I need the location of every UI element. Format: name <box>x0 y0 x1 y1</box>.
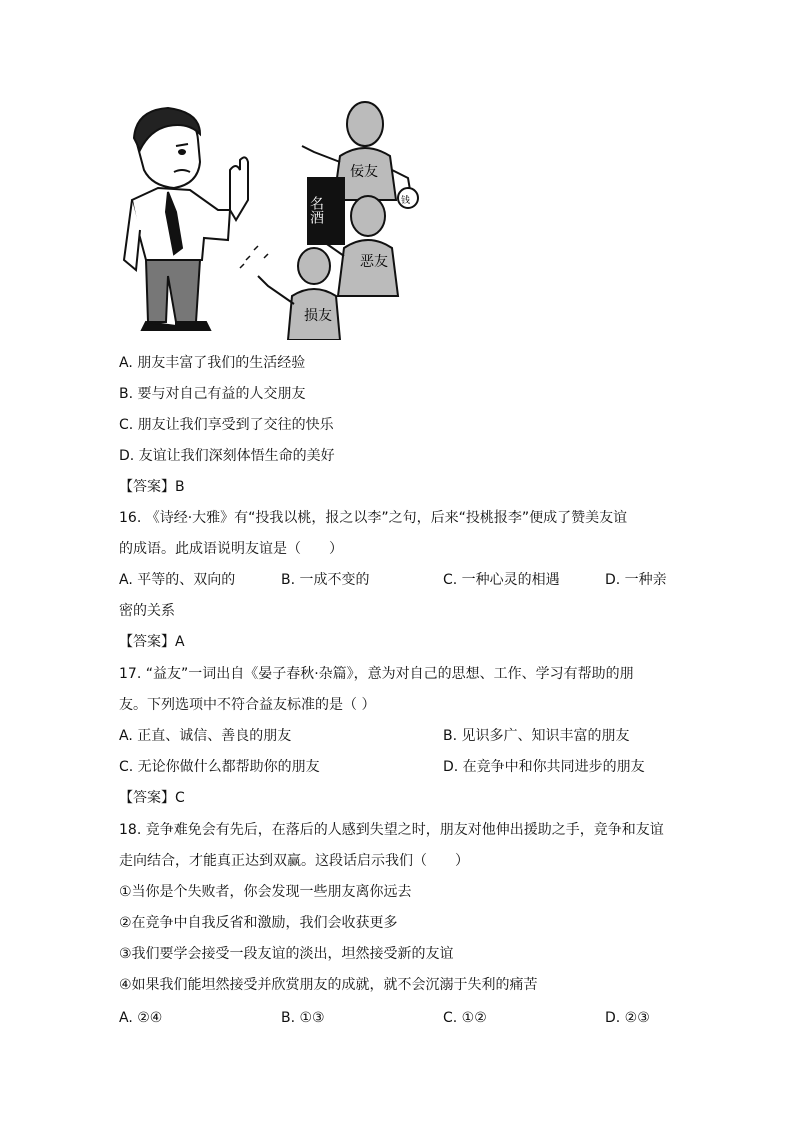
q18-item-1: ①当你是个失败者，你会发现一些朋友离你远去 <box>119 884 412 900</box>
q18-stem-line2: 走向结合，才能真正达到双赢。这段话启示我们（ ） <box>119 853 469 869</box>
q17-answer: 【答案】C <box>119 790 185 806</box>
q16-stem-line1: 16. 《诗经·大雅》有“投我以桃，报之以李”之句，后来“投桃报李”便成了赞美友谊 <box>119 510 628 526</box>
sunyou-figure <box>240 246 340 340</box>
q17-option-d: D. 在竞争中和你共同进步的朋友 <box>443 759 645 775</box>
q18-option-a: A. ②④ <box>119 1010 163 1026</box>
q18-option-b: B. ①③ <box>281 1010 325 1026</box>
q18-option-d: D. ②③ <box>605 1010 650 1026</box>
money-bag-label: 钱 <box>401 196 411 206</box>
friends-illustration <box>118 100 438 340</box>
eyou-label: 恶友 <box>360 254 388 270</box>
q17-option-a: A. 正直、诚信、善良的朋友 <box>119 728 292 744</box>
q18-options-row <box>119 1008 679 1028</box>
q18-item-4: ④如果我们能坦然接受并欣赏朋友的成就，就不会沉溺于失利的痛苦 <box>119 977 538 993</box>
q16-option-d: D. 一种亲 <box>605 572 667 588</box>
q18-stem-line1: 18. 竞争难免会有先后，在落后的人感到失望之时，朋友对他伸出援助之手，竞争和友谊 <box>119 822 664 838</box>
q17-option-c: C. 无论你做什么都帮助你的朋友 <box>119 759 320 775</box>
refusing-man-figure <box>124 108 248 330</box>
q17-option-b: B. 见识多广、知识丰富的朋友 <box>443 728 630 744</box>
q16-answer: 【答案】A <box>119 634 185 650</box>
q15-option-d: D. 友谊让我们深刻体悟生命的美好 <box>119 448 335 464</box>
q18-item-2: ②在竞争中自我反省和激励，我们会收获更多 <box>119 915 398 931</box>
q16-option-b: B. 一成不变的 <box>281 572 370 588</box>
bottle-label: 名酒 <box>308 196 324 224</box>
q16-option-c: C. 一种心灵的相遇 <box>443 572 560 588</box>
ningyou-label: 佞友 <box>350 164 378 180</box>
q17-stem-line1: 17. “益友”一词出自《晏子春秋·杂篇》，意为对自己的思想、工作、学习有帮助的朋 <box>119 666 634 682</box>
q18-item-3: ③我们要学会接受一段友谊的淡出，坦然接受新的友谊 <box>119 946 454 962</box>
q17-options-row-1 <box>119 726 679 746</box>
sunyou-label: 损友 <box>304 308 332 324</box>
q18-option-c: C. ①② <box>443 1010 487 1026</box>
q16-options-row <box>119 570 679 590</box>
q16-stem-line2: 的成语。此成语说明友谊是（ ） <box>119 541 343 557</box>
q15-option-b: B. 要与对自己有益的人交朋友 <box>119 386 306 402</box>
q17-stem-line2: 友。下列选项中不符合益友标准的是（ ） <box>119 697 376 713</box>
q15-option-a: A. 朋友丰富了我们的生活经验 <box>119 355 306 371</box>
q17-options-row-2 <box>119 757 679 777</box>
q16-option-a: A. 平等的、双向的 <box>119 572 236 588</box>
q16-option-d-continued: 密的关系 <box>119 603 175 619</box>
q15-answer: 【答案】B <box>119 479 185 495</box>
q15-option-c: C. 朋友让我们享受到了交往的快乐 <box>119 417 334 433</box>
